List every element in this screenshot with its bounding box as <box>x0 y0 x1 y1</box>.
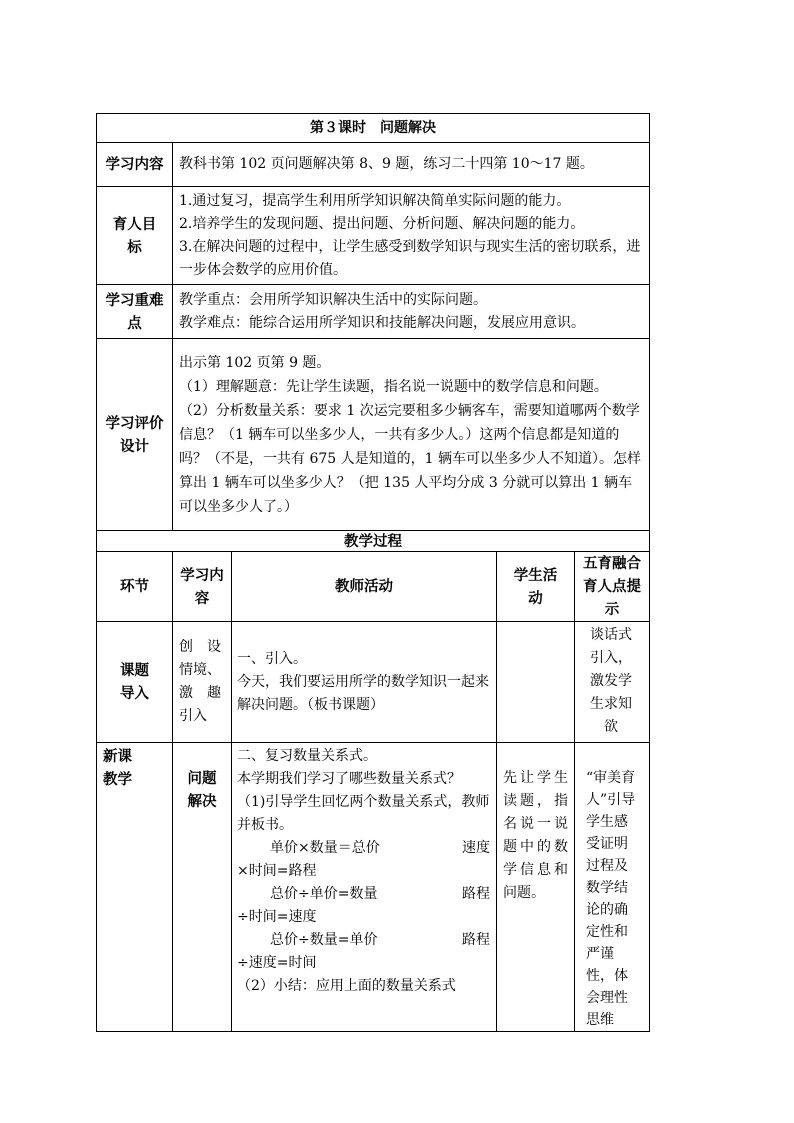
formula-1 <box>237 837 490 860</box>
formula-1-c: ×时间=路程 <box>237 863 317 879</box>
goals-label: 育人目标 <box>97 187 173 285</box>
newlesson-teacher-summary: （2）小结：应用上面的数量关系式 <box>237 978 456 994</box>
keypoints-row <box>97 285 650 339</box>
intro-teacher <box>232 622 497 743</box>
intro-teacher-line-2: 今天，我们要运用所学的数学知识一起来解决问题。（板书课题） <box>237 673 489 713</box>
evaluation-line-1: 出示第 102 页第 9 题。 <box>179 354 331 371</box>
newlesson-row <box>97 743 650 1032</box>
formula-3 <box>237 929 490 952</box>
keypoints-label: 学习重难点 <box>97 285 173 339</box>
goal-line-1: 1.通过复习，提高学生利用所学知识解决简单实际问题的能力。 <box>179 192 571 209</box>
keypoint-line-1: 教学重点：会用所学知识解决生活中的实际问题。 <box>179 291 487 308</box>
goal-line-2: 2.培养学生的发现问题、提出问题、分析问题、解决问题的能力。 <box>179 215 585 232</box>
content-row <box>97 143 650 187</box>
process-title: 教学过程 <box>97 531 650 552</box>
formula-3-b: 路程 <box>462 932 490 948</box>
formula-1-b: 速度 <box>462 840 490 856</box>
header-student: 学生活动 <box>497 552 575 622</box>
newlesson-content: 问题解决 <box>173 743 232 1032</box>
intro-content <box>173 622 232 743</box>
formula-2-a: 总价÷单价=数量 <box>270 886 378 902</box>
intro-row <box>97 622 650 743</box>
formula-2 <box>237 883 490 906</box>
goals-row <box>97 187 650 285</box>
process-header-row <box>97 552 650 622</box>
newlesson-tip: “审美育人”引导学生感受证明过程及数学结论的确定性和严谨性，体会理性思维 <box>575 743 650 1032</box>
title-row <box>97 114 650 143</box>
evaluation-line-3: （2）分析数量关系：要求 1 次运完要租多少辆客车，需要知道哪两个数学信息？（1 辆车可以坐多少人，一共有多少人。）这两个信息都是知道的吗？（不是，一共有 675 人是知道的，1 辆车可以坐多少人不知道）。怎样算出 1 辆车可以坐多少人？（把 135 人平均分成 3 分就可以算出 1 辆车可以坐多少人了。） <box>179 402 641 515</box>
intro-student <box>497 622 575 743</box>
keypoint-line-2: 教学难点：能综合运用所学知识和技能解决问题，发展应用意识。 <box>179 314 585 331</box>
intro-content-line-1: 创 设 <box>179 639 221 655</box>
newlesson-teacher <box>232 743 497 1032</box>
intro-teacher-line-1: 一、引入。 <box>237 650 307 667</box>
header-tip: 五育融合育人点提示 <box>575 552 650 622</box>
intro-content-line-4: 引入 <box>179 708 207 724</box>
evaluation-line-2: （1）理解题意：先让学生读题，指名说一说题中的数学信息和问题。 <box>179 378 608 395</box>
lesson-title: 第３课时 问题解决 <box>97 114 650 143</box>
formula-2-b: 路程 <box>462 886 490 902</box>
lesson-plan-document <box>96 113 649 1032</box>
goal-line-3: 3.在解决问题的过程中，让学生感受到数学知识与现实生活的密切联系，进一步体会数学的应用价值。 <box>179 238 641 278</box>
intro-tip: 谈话式引入，激发学生求知欲 <box>575 622 650 743</box>
intro-content-line-2: 情境、 <box>179 662 221 678</box>
header-content: 学习内容 <box>173 552 232 622</box>
lesson-plan-table <box>96 113 650 1032</box>
newlesson-student: 先让学生读题，指名说一说题中的数学信息和问题。 <box>497 743 575 1032</box>
evaluation-text <box>173 339 650 531</box>
newlesson-teacher-line-1: 二、复习数量关系式。 <box>237 748 377 764</box>
newlesson-stage: 新课教学 <box>97 743 173 1032</box>
keypoints-text <box>173 285 650 339</box>
evaluation-row <box>97 339 650 531</box>
formula-1-a: 单价×数量＝总价 <box>270 840 380 856</box>
content-text: 教科书第 102 页问题解决第 8、9 题，练习二十四第 10～17 题。 <box>173 143 650 187</box>
header-teacher: 教师活动 <box>232 552 497 622</box>
newlesson-teacher-line-2: 本学期我们学习了哪些数量关系式？ <box>237 771 461 787</box>
intro-stage: 课题导入 <box>97 622 173 743</box>
process-title-row <box>97 531 650 552</box>
formula-3-a: 总价÷数量=单价 <box>270 932 378 948</box>
evaluation-label: 学习评价设计 <box>97 339 173 531</box>
content-label: 学习内容 <box>97 143 173 187</box>
formula-3-c: ÷速度=时间 <box>237 955 317 971</box>
header-stage: 环节 <box>97 552 173 622</box>
intro-content-line-3: 激 趣 <box>179 685 221 701</box>
goals-text <box>173 187 650 285</box>
formula-2-c: ÷时间=速度 <box>237 909 317 925</box>
newlesson-teacher-line-3: （1)引导学生回忆两个数量关系式，教师并板书。 <box>237 794 490 833</box>
